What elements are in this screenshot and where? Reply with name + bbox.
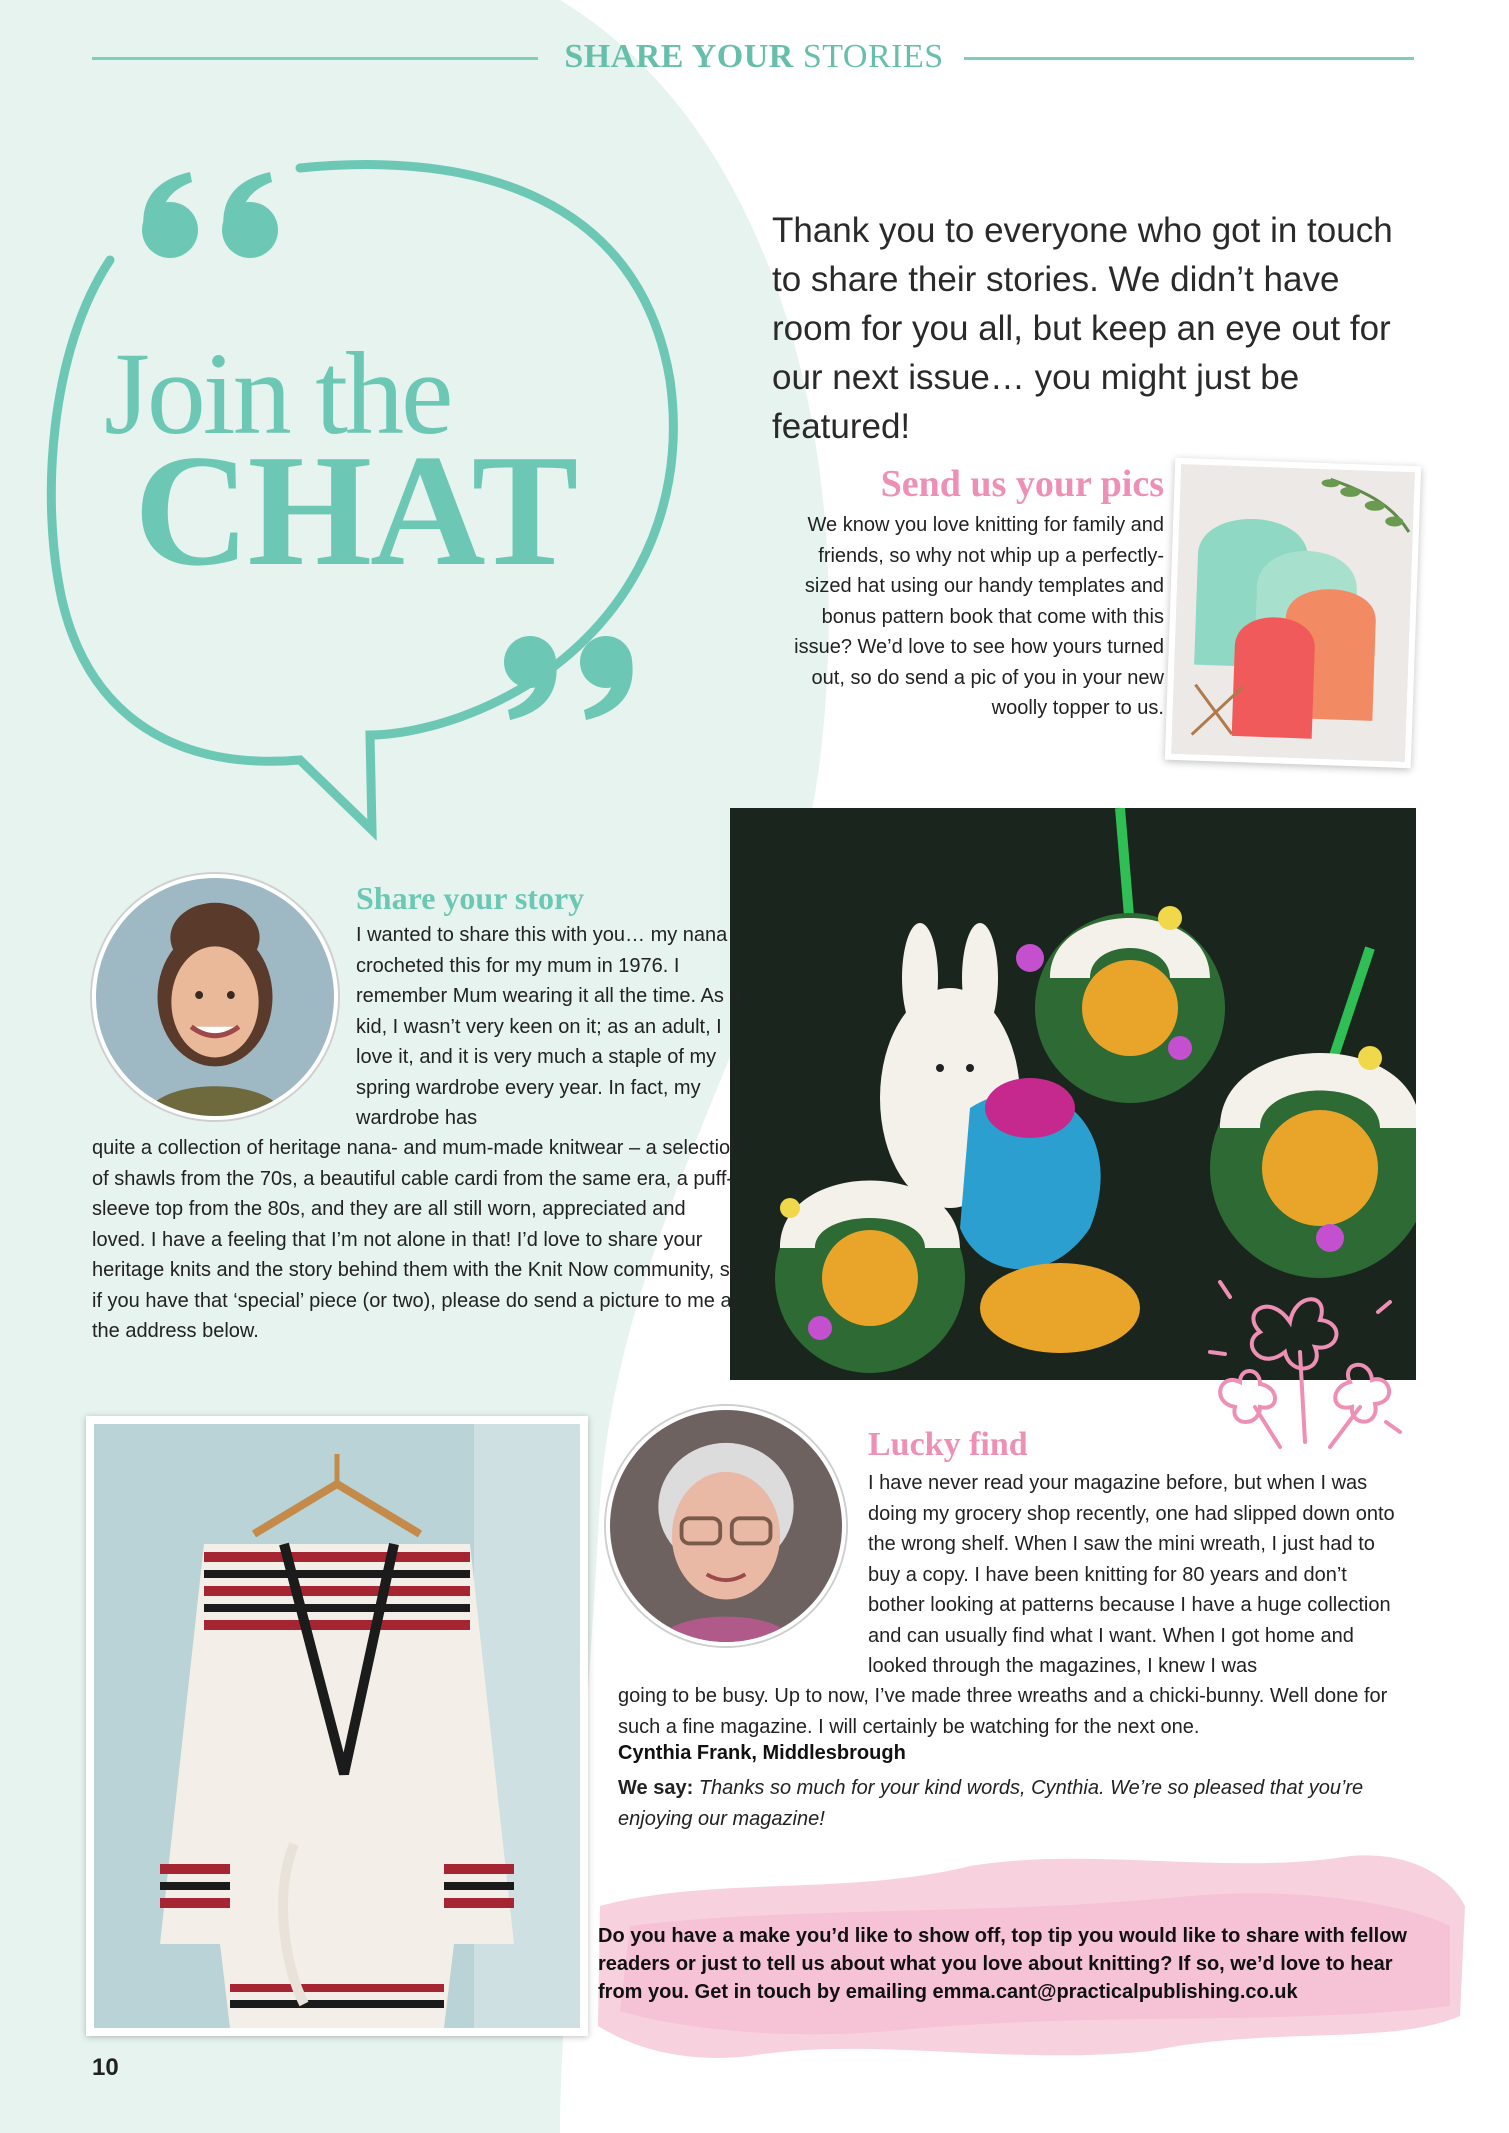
we-say-label: We say: — [618, 1777, 694, 1799]
close-quote-icon — [504, 636, 633, 720]
page-number: 10 — [92, 2054, 119, 2081]
header-title-light: STORIES — [802, 38, 944, 75]
share-story-heading: Share your story — [356, 880, 585, 916]
open-quote-icon — [142, 172, 278, 258]
we-say-reply — [618, 1773, 1418, 1834]
hero-join-text: Join the — [104, 328, 451, 459]
lucky-find-heading: Lucky find — [868, 1426, 1028, 1463]
crochet-cardigan-photo — [86, 1416, 588, 2036]
share-story-body-part-2: quite a collection of heritage nana- and mum-made knitwear – a selection of shawls from the 70s, a beautiful cable cardi from the same era, a puff-sleeve top from the 80s, and they are all still worn, appreciated and loved. I have a feeling that I’m not alone in that! I’d love to share your heritage knits and the story behind them with the Knit Now community, so if you have that ‘special’ piece (or two), please do send a picture to me at the address below. — [92, 1137, 742, 1342]
intro-paragraph: Thank you to everyone who got in touch to share their stories. We didn’t have room for you all, but keep an eye out for our next issue… you might just be featured! — [772, 211, 1393, 446]
share-story-body-part-1: I wanted to share this with you… my nana crocheted this for my mum in 1976. I remember Mum wearing it all the time. As a kid, I wasn’t very keen on it; as an adult, I love it, and it is very much a staple of my spring wardrobe every year. In fact, my wardrobe has — [356, 924, 741, 1129]
hat-templates-photo — [1165, 458, 1421, 768]
avatar-cynthia — [606, 1406, 846, 1646]
header-title-bold: SHARE YOUR — [564, 38, 794, 75]
avatar-editor — [92, 874, 338, 1120]
we-say-text: Thanks so much for your kind words, Cynthia. We’re so pleased that you’re enjoying our magazine! — [618, 1777, 1364, 1830]
send-pics-heading: Send us your pics — [880, 463, 1164, 505]
send-pics-body: We know you love knitting for family and friends, so why not whip up a perfectly-sized hat using our handy templates and bonus pattern book that come with this issue? We’d love to see how yours turned out, so do send a pic of you in your new woolly topper to us. — [794, 514, 1164, 719]
contact-call-to-action: Do you have a make you’d like to show off, top tip you would like to share with fellow readers or just to tell us about what you love about knitting? If so, we’d love to hear from you. Get in touch by emailing emma.cant@practicalpublishing.co.uk — [598, 1925, 1407, 2003]
clover-doodle-icon — [1200, 1262, 1410, 1462]
lucky-find-signoff: Cynthia Frank, Middlesbrough — [618, 1742, 906, 1764]
lucky-find-body-part-1: I have never read your magazine before, but when I was doing my grocery shop recently, one had slipped down onto the wrong shelf. When I saw the mini wreath, I just had to buy a copy. I have been knitting for 80 years and don’t bother looking at patterns because I have a huge collection and can usually find what I want. When I got home and looked through the magazines, I knew I was — [868, 1472, 1395, 1677]
lucky-find-body-part-2: going to be busy. Up to now, I’ve made three wreaths and a chicki-bunny. Well done for such a fine magazine. I will certainly be watching for the next one. — [618, 1685, 1388, 1738]
hero-chat-text: CHAT — [134, 421, 577, 599]
